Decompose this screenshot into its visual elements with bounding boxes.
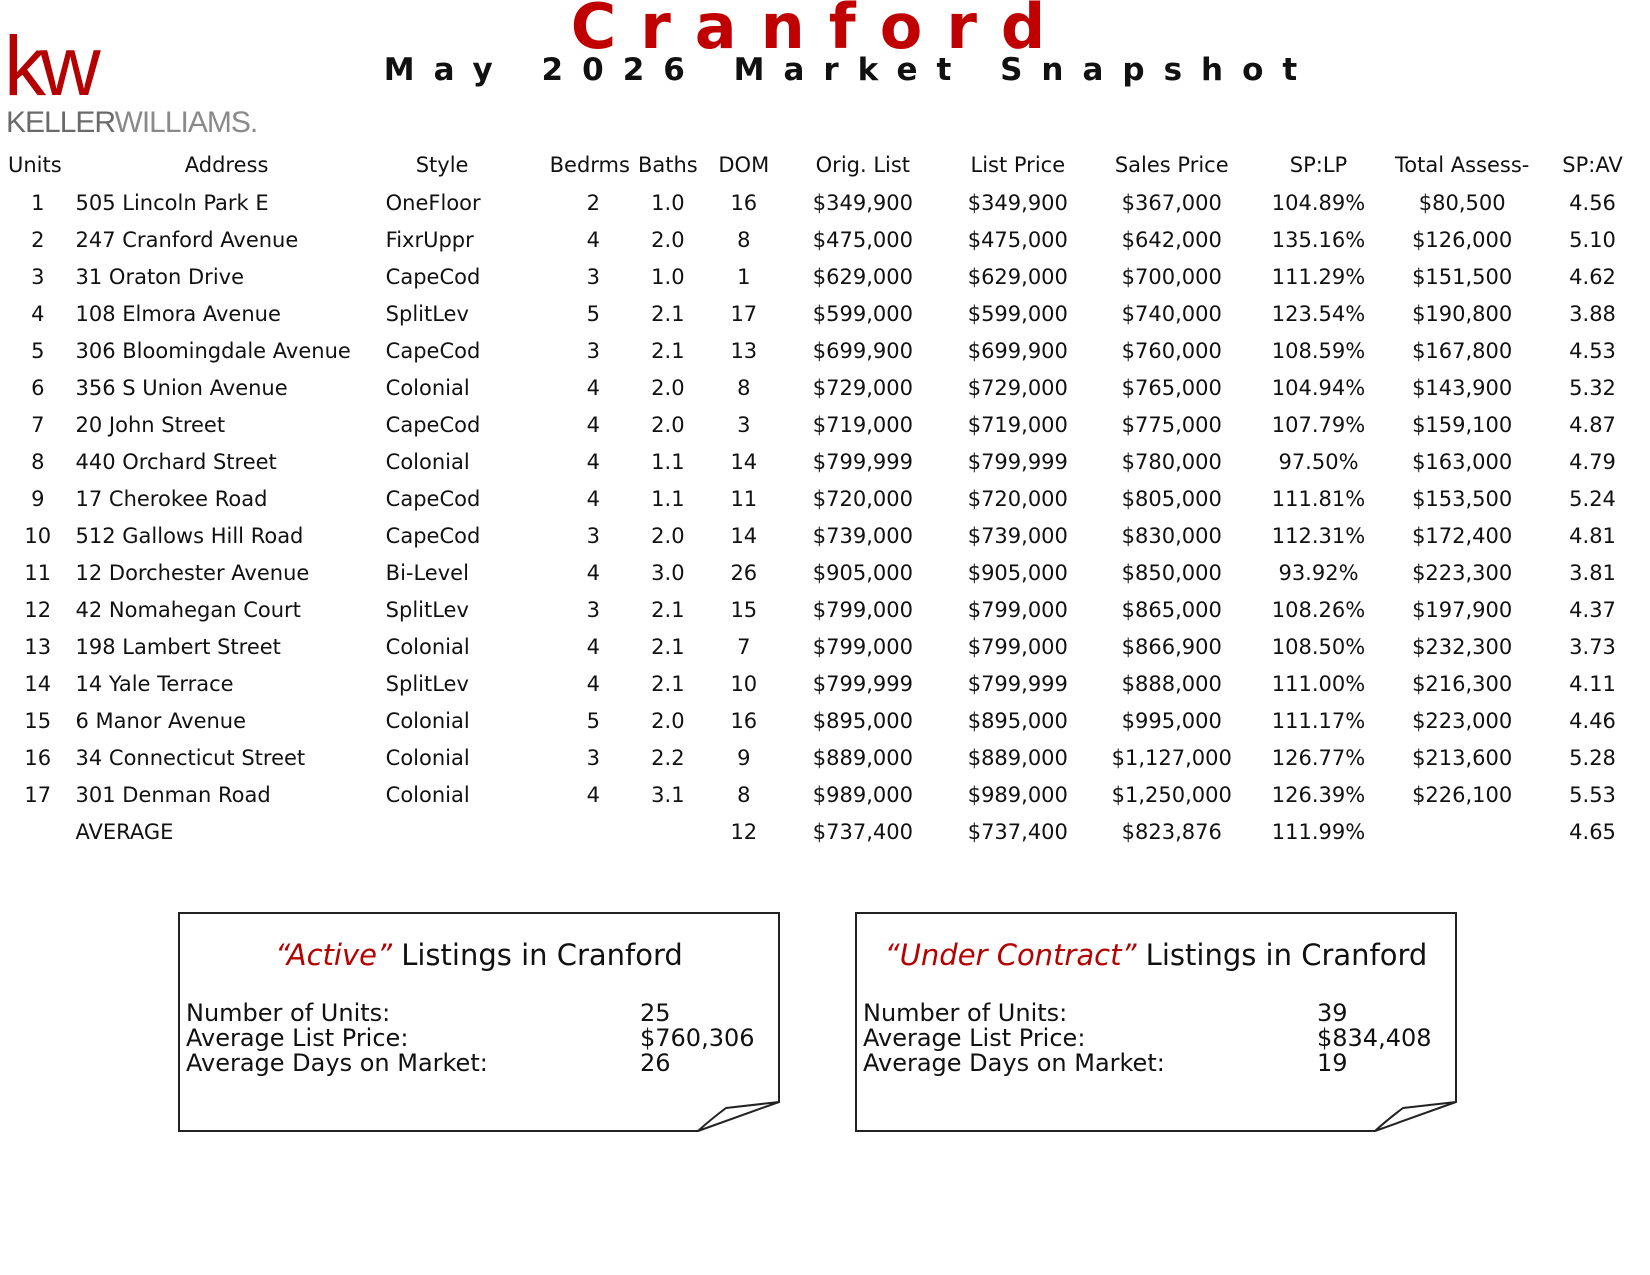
table-row	[8, 480, 1648, 517]
col-header-dom: DOM	[718, 153, 770, 177]
cell-total-assess	[1387, 813, 1537, 850]
cell-style: Bi-Level	[385, 560, 469, 585]
table-row	[8, 221, 1648, 258]
cell-sp-lp: 97.50%	[1278, 449, 1359, 474]
table-row	[8, 628, 1648, 665]
cell-style: CapeCod	[385, 486, 481, 511]
cell-total-assess: $172,400	[1412, 523, 1513, 548]
cell-unit: 7	[31, 412, 45, 437]
uc-units-value: 39	[1317, 999, 1348, 1027]
cell-sales-price: $1,127,000	[1111, 745, 1232, 770]
cell-sp-av: 5.10	[1569, 227, 1616, 252]
cell-total-assess: $223,300	[1412, 560, 1513, 585]
table-row	[8, 739, 1648, 776]
cell-address: 14 Yale Terrace	[75, 671, 234, 696]
cell-style: SplitLev	[385, 597, 469, 622]
cell-dom: 26	[730, 560, 758, 585]
sales-table	[8, 146, 1648, 850]
cell-bedrooms: 4	[586, 671, 600, 696]
col-header-list-price: List Price	[970, 153, 1066, 177]
active-units-value: 25	[640, 999, 671, 1027]
active-price-value: $760,306	[640, 1024, 755, 1052]
cell-list-price: $889,000	[967, 745, 1068, 770]
cell-total-assess: $197,900	[1412, 597, 1513, 622]
cell-dom: 15	[730, 597, 758, 622]
cell-list-price: $895,000	[967, 708, 1068, 733]
cell-total-assess: $167,800	[1412, 338, 1513, 363]
cell-bedrooms: 4	[586, 449, 600, 474]
cell-baths: 2.1	[651, 301, 685, 326]
cell-unit: 9	[31, 486, 45, 511]
cell-list-price: $729,000	[967, 375, 1068, 400]
cell-sp-av: 4.79	[1569, 449, 1616, 474]
table-row	[8, 554, 1648, 591]
cell-unit: 15	[24, 708, 52, 733]
table-row	[8, 184, 1648, 221]
cell-unit: 11	[24, 560, 52, 585]
cell-dom: 1	[737, 264, 751, 289]
cell-unit: 3	[31, 264, 45, 289]
table-row	[8, 258, 1648, 295]
cell-baths: 2.2	[651, 745, 685, 770]
cell-sp-lp: 126.39%	[1271, 782, 1366, 807]
cell-list-price: $599,000	[967, 301, 1068, 326]
cell-dom: 8	[737, 375, 751, 400]
cell-orig-list: $799,000	[812, 634, 913, 659]
cell-orig-list: $739,000	[812, 523, 913, 548]
cell-orig-list: $629,000	[812, 264, 913, 289]
cell-style: CapeCod	[385, 264, 481, 289]
cell-sp-av: 5.28	[1569, 745, 1616, 770]
cell-sp-av: 4.62	[1569, 264, 1616, 289]
table-row	[8, 295, 1648, 332]
cell-total-assess: $226,100	[1412, 782, 1513, 807]
cell-sales-price: $740,000	[1121, 301, 1222, 326]
cell-address: 12 Dorchester Avenue	[75, 560, 310, 585]
cell-sp-av: 3.73	[1569, 634, 1616, 659]
cell-baths: 2.1	[651, 338, 685, 363]
cell-orig-list: $475,000	[812, 227, 913, 252]
cell-orig-list: $799,999	[812, 671, 913, 696]
cell-sp-av: 4.81	[1569, 523, 1616, 548]
logo-wordmark: KELLERWILLIAMS.	[6, 106, 258, 139]
cell-style: SplitLev	[385, 301, 469, 326]
active-card-title: “Active” Listings in Cranford	[275, 938, 683, 972]
cell-sales-price: $642,000	[1121, 227, 1222, 252]
uc-dom-value: 19	[1317, 1049, 1348, 1077]
cell-baths: 2.1	[651, 634, 685, 659]
cell-address: 247 Cranford Avenue	[75, 227, 299, 252]
cell-dom: 16	[730, 708, 758, 733]
cell-style: CapeCod	[385, 412, 481, 437]
table-row	[8, 665, 1648, 702]
cell-sp-lp: 135.16%	[1271, 227, 1366, 252]
cell-sales-price: $805,000	[1121, 486, 1222, 511]
cell-sp-lp: 112.31%	[1271, 523, 1366, 548]
cell-orig-list: $599,000	[812, 301, 913, 326]
cell-sales-price: $888,000	[1121, 671, 1222, 696]
cell-list-price: $629,000	[967, 264, 1068, 289]
col-header-sales-price: Sales Price	[1114, 153, 1229, 177]
cell-baths: 2.1	[651, 671, 685, 696]
table-row	[8, 443, 1648, 480]
cell-sp-lp: 126.77%	[1271, 745, 1366, 770]
cell-sp-av: 5.32	[1569, 375, 1616, 400]
uc-units-label: Number of Units:	[863, 999, 1068, 1027]
cell-sp-lp: 123.54%	[1271, 301, 1366, 326]
table-row	[8, 517, 1648, 554]
cell-list-price: $475,000	[967, 227, 1068, 252]
cell-style: CapeCod	[385, 338, 481, 363]
cell-orig-list: $989,000	[812, 782, 913, 807]
cell-sales-price: $995,000	[1121, 708, 1222, 733]
cell-style: Colonial	[385, 634, 470, 659]
cell-bedrooms: 3	[586, 264, 600, 289]
cell-address: 356 S Union Avenue	[75, 375, 288, 400]
cell-style: CapeCod	[385, 523, 481, 548]
table-row	[8, 702, 1648, 739]
table-row	[8, 591, 1648, 628]
cell-address: 108 Elmora Avenue	[75, 301, 281, 326]
under-contract-card-title: “Under Contract” Listings in Cranford	[884, 938, 1428, 972]
cell-baths: 2.0	[651, 375, 685, 400]
uc-price-value: $834,408	[1317, 1024, 1432, 1052]
cell-sp-lp: 107.79%	[1271, 412, 1366, 437]
cell-list-price: $799,999	[967, 671, 1068, 696]
curled-page-edge-icon	[855, 912, 1457, 1132]
cell-list-price: $720,000	[967, 486, 1068, 511]
cell-orig-list: $349,900	[812, 190, 913, 215]
cell-bedrooms: 3	[586, 597, 600, 622]
cell-sales-price: $367,000	[1121, 190, 1222, 215]
cell-baths: 3.1	[651, 782, 685, 807]
cell-total-assess: $151,500	[1412, 264, 1513, 289]
kw-logo-mark: kw	[4, 19, 95, 113]
cell-bedrooms: 4	[586, 560, 600, 585]
cell-unit: 2	[31, 227, 45, 252]
cell-sp-av: 3.88	[1569, 301, 1616, 326]
cell-sales-price: $830,000	[1121, 523, 1222, 548]
cell-bedrooms: 4	[586, 634, 600, 659]
cell-style: FixrUppr	[385, 227, 474, 252]
cell-sp-lp: 108.59%	[1271, 338, 1366, 363]
cell-dom: 14	[730, 449, 758, 474]
cell-sales-price: $1,250,000	[1111, 782, 1232, 807]
cell-address: 17 Cherokee Road	[75, 486, 268, 511]
cell-dom: 11	[730, 486, 758, 511]
active-dom-label: Average Days on Market:	[186, 1049, 488, 1077]
cell-dom: 13	[730, 338, 758, 363]
cell-dom: 14	[730, 523, 758, 548]
cell-sp-lp: 111.81%	[1271, 486, 1366, 511]
cell-total-assess: $80,500	[1418, 190, 1506, 215]
curled-page-edge-icon	[178, 912, 780, 1132]
cell-address: 6 Manor Avenue	[75, 708, 247, 733]
cell-sp-av: 4.11	[1569, 671, 1616, 696]
cell-list-price: $737,400	[967, 819, 1068, 844]
average-row	[8, 813, 1648, 850]
cell-total-assess: $126,000	[1412, 227, 1513, 252]
cell-baths: 2.0	[651, 227, 685, 252]
cell-dom: 8	[737, 227, 751, 252]
cell-style: Colonial	[385, 708, 470, 733]
cell-bedrooms: 3	[586, 338, 600, 363]
cell-list-price: $799,999	[967, 449, 1068, 474]
cell-orig-list: $719,000	[812, 412, 913, 437]
cell-unit: 14	[24, 671, 52, 696]
cell-sp-lp: 111.00%	[1271, 671, 1366, 696]
cell-baths: 1.0	[651, 264, 685, 289]
cell-total-assess: $216,300	[1412, 671, 1513, 696]
cell-address: 20 John Street	[75, 412, 226, 437]
col-header-baths: Baths	[637, 153, 698, 177]
cell-orig-list: $720,000	[812, 486, 913, 511]
cell-address: 34 Connecticut Street	[75, 745, 306, 770]
cell-sp-av: 4.46	[1569, 708, 1616, 733]
cell-style: Colonial	[385, 375, 470, 400]
under-contract-listings-card	[855, 912, 1455, 1130]
cell-bedrooms: 3	[586, 523, 600, 548]
cell-orig-list: $889,000	[812, 745, 913, 770]
cell-bedrooms: 5	[586, 708, 600, 733]
cell-style: SplitLev	[385, 671, 469, 696]
page-subtitle: May 2026 Market Snapshot	[383, 52, 1317, 88]
cell-dom: 3	[737, 412, 751, 437]
cell-bedrooms: 4	[586, 375, 600, 400]
cell-sp-lp: 104.94%	[1271, 375, 1366, 400]
col-header-sp-av: SP:AV	[1562, 153, 1623, 177]
cell-baths: 2.1	[651, 597, 685, 622]
cell-sales-price: $866,900	[1121, 634, 1222, 659]
cell-list-price: $349,900	[967, 190, 1068, 215]
cell-style: Colonial	[385, 449, 470, 474]
cell-dom: 12	[730, 819, 758, 844]
cell-sp-lp: 104.89%	[1271, 190, 1366, 215]
cell-sp-av: 5.53	[1569, 782, 1616, 807]
cell-sp-lp: 93.92%	[1278, 560, 1359, 585]
cell-unit: 6	[31, 375, 45, 400]
cell-dom: 16	[730, 190, 758, 215]
cell-baths	[632, 813, 704, 850]
table-header-row	[8, 146, 1648, 184]
cell-bedrooms: 4	[586, 782, 600, 807]
cell-dom: 7	[737, 634, 751, 659]
cell-dom: 10	[730, 671, 758, 696]
active-listings-card	[178, 912, 778, 1130]
table-row	[8, 406, 1648, 443]
cell-unit	[8, 813, 68, 850]
cell-bedrooms: 4	[586, 227, 600, 252]
cell-sp-av: 3.81	[1569, 560, 1616, 585]
cell-unit: 4	[31, 301, 45, 326]
cell-orig-list: $737,400	[812, 819, 913, 844]
cell-bedrooms: 3	[586, 745, 600, 770]
col-header-bedrms: Bedrms	[549, 153, 630, 177]
cell-orig-list: $905,000	[812, 560, 913, 585]
col-header-orig-list: Orig. List	[815, 153, 911, 177]
cell-sp-av: 4.56	[1569, 190, 1616, 215]
cell-list-price: $799,000	[967, 634, 1068, 659]
cell-bedrooms: 5	[586, 301, 600, 326]
cell-address: 198 Lambert Street	[75, 634, 281, 659]
page-title: Cranford	[570, 0, 1070, 63]
cell-bedrooms: 2	[586, 190, 600, 215]
cell-sp-av: 4.65	[1569, 819, 1616, 844]
cell-total-assess: $163,000	[1412, 449, 1513, 474]
cell-sp-lp: 111.17%	[1271, 708, 1366, 733]
cell-style: OneFloor	[385, 190, 481, 215]
cell-unit: 1	[31, 190, 45, 215]
cell-total-assess: $159,100	[1412, 412, 1513, 437]
cell-baths: 2.0	[651, 412, 685, 437]
table-row	[8, 332, 1648, 369]
cell-address: 505 Lincoln Park E	[75, 190, 269, 215]
cell-dom: 17	[730, 301, 758, 326]
cell-address: 42 Nomahegan Court	[75, 597, 301, 622]
active-dom-value: 26	[640, 1049, 671, 1077]
cell-sales-price: $775,000	[1121, 412, 1222, 437]
cell-sp-lp: 111.99%	[1271, 819, 1366, 844]
cell-list-price: $989,000	[967, 782, 1068, 807]
cell-total-assess: $232,300	[1412, 634, 1513, 659]
cell-style: Colonial	[385, 745, 470, 770]
cell-baths: 2.0	[651, 523, 685, 548]
cell-list-price: $905,000	[967, 560, 1068, 585]
cell-total-assess: $190,800	[1412, 301, 1513, 326]
cell-sp-av: 4.37	[1569, 597, 1616, 622]
cell-unit: 13	[24, 634, 52, 659]
cell-sales-price: $760,000	[1121, 338, 1222, 363]
cell-bedrooms: 4	[586, 412, 600, 437]
cell-address: 440 Orchard Street	[75, 449, 277, 474]
cell-baths: 1.1	[651, 486, 685, 511]
uc-price-label: Average List Price:	[863, 1024, 1086, 1052]
cell-list-price: $799,000	[967, 597, 1068, 622]
cell-address: 31 Oraton Drive	[75, 264, 244, 289]
cell-list-price: $699,900	[967, 338, 1068, 363]
cell-unit: 8	[31, 449, 45, 474]
cell-total-assess: $153,500	[1412, 486, 1513, 511]
cell-sp-lp: 108.26%	[1271, 597, 1366, 622]
cell-style	[386, 813, 499, 850]
cell-orig-list: $729,000	[812, 375, 913, 400]
cell-sp-av: 4.53	[1569, 338, 1616, 363]
cell-style: Colonial	[385, 782, 470, 807]
col-header-address: Address	[184, 153, 269, 177]
cell-total-assess: $143,900	[1412, 375, 1513, 400]
cell-unit: 16	[24, 745, 52, 770]
cell-baths: 3.0	[651, 560, 685, 585]
col-header-total-assess: Total Assess-	[1394, 153, 1530, 177]
cell-orig-list: $799,000	[812, 597, 913, 622]
cell-baths: 2.0	[651, 708, 685, 733]
cell-orig-list: $799,999	[812, 449, 913, 474]
cell-sales-price: $765,000	[1121, 375, 1222, 400]
cell-sp-lp: 111.29%	[1271, 264, 1366, 289]
cell-sales-price: $850,000	[1121, 560, 1222, 585]
uc-dom-label: Average Days on Market:	[863, 1049, 1165, 1077]
cell-baths: 1.1	[651, 449, 685, 474]
cell-list-price: $739,000	[967, 523, 1068, 548]
cell-sp-lp: 108.50%	[1271, 634, 1366, 659]
cell-unit: 17	[24, 782, 52, 807]
table-row	[8, 776, 1648, 813]
cell-sales-price: $823,876	[1121, 819, 1222, 844]
cell-list-price: $719,000	[967, 412, 1068, 437]
col-header-style: Style	[415, 153, 469, 177]
cell-sales-price: $780,000	[1121, 449, 1222, 474]
cell-unit: 12	[24, 597, 52, 622]
cell-unit: 5	[31, 338, 45, 363]
cell-sales-price: $865,000	[1121, 597, 1222, 622]
table-row	[8, 369, 1648, 406]
cell-dom: 8	[737, 782, 751, 807]
cell-dom: 9	[737, 745, 751, 770]
col-header-sp-lp: SP:LP	[1289, 153, 1348, 177]
cell-address: AVERAGE	[75, 819, 174, 844]
cell-address: 301 Denman Road	[75, 782, 271, 807]
cell-total-assess: $223,000	[1412, 708, 1513, 733]
cell-bedrooms: 4	[586, 486, 600, 511]
cell-unit: 10	[24, 523, 52, 548]
active-units-label: Number of Units:	[186, 999, 391, 1027]
cell-total-assess: $213,600	[1412, 745, 1513, 770]
keller-williams-logo	[4, 19, 258, 139]
cell-address: 512 Gallows Hill Road	[75, 523, 304, 548]
cell-sales-price: $700,000	[1121, 264, 1222, 289]
cell-bedrooms	[499, 813, 632, 850]
cell-baths: 1.0	[651, 190, 685, 215]
cell-orig-list: $699,900	[812, 338, 913, 363]
cell-sp-av: 5.24	[1569, 486, 1616, 511]
active-price-label: Average List Price:	[186, 1024, 409, 1052]
cell-orig-list: $895,000	[812, 708, 913, 733]
cell-address: 306 Bloomingdale Avenue	[75, 338, 351, 363]
cell-sp-av: 4.87	[1569, 412, 1616, 437]
col-header-units: Units	[8, 153, 62, 177]
